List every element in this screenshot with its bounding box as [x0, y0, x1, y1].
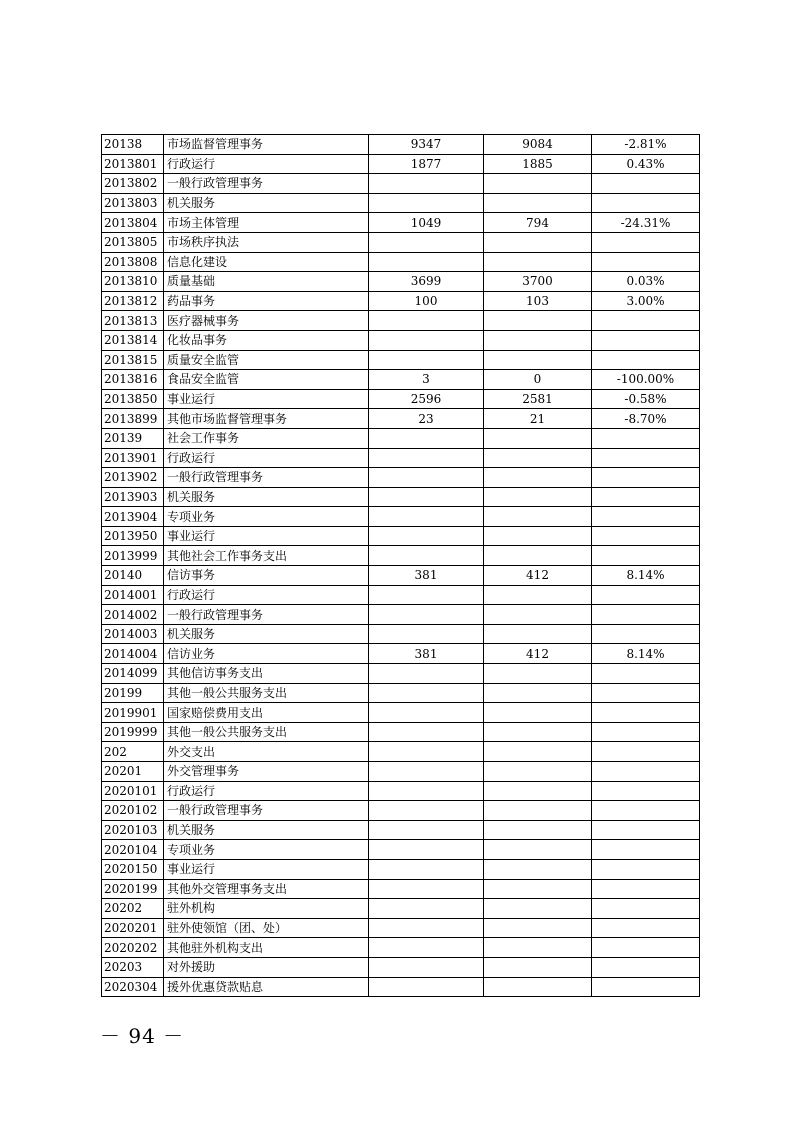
account-name-cell: 社会工作事务 — [164, 428, 369, 448]
account-name-cell: 机关服务 — [164, 820, 369, 840]
account-code-cell: 2014002 — [102, 605, 164, 625]
table-row — [102, 762, 700, 782]
table-row — [102, 546, 700, 566]
account-name-cell: 其他一般公共服务支出 — [164, 722, 369, 742]
account-name-cell: 质量安全监管 — [164, 350, 369, 370]
account-name-cell: 援外优惠贷款贴息 — [164, 977, 369, 997]
amount-current-cell — [484, 174, 592, 194]
account-name-cell: 外交支出 — [164, 742, 369, 762]
amount-previous-cell — [369, 330, 484, 350]
account-code-cell: 2013903 — [102, 487, 164, 507]
amount-previous-cell — [369, 859, 484, 879]
account-code-cell: 20139 — [102, 428, 164, 448]
amount-previous-cell — [369, 448, 484, 468]
amount-previous-cell — [369, 350, 484, 370]
table-row — [102, 389, 700, 409]
table-row — [102, 859, 700, 879]
amount-previous-cell — [369, 801, 484, 821]
change-percent-cell — [592, 546, 700, 566]
table-body — [102, 135, 700, 997]
amount-current-cell — [484, 957, 592, 977]
change-percent-cell: 8.14% — [592, 566, 700, 586]
account-code-cell: 2013802 — [102, 174, 164, 194]
amount-current-cell — [484, 840, 592, 860]
account-code-cell: 2013803 — [102, 193, 164, 213]
amount-previous-cell — [369, 311, 484, 331]
amount-current-cell — [484, 526, 592, 546]
amount-previous-cell — [369, 232, 484, 252]
amount-current-cell — [484, 507, 592, 527]
table-row — [102, 526, 700, 546]
account-name-cell: 行政运行 — [164, 585, 369, 605]
account-name-cell: 其他外交管理事务支出 — [164, 879, 369, 899]
table-row — [102, 448, 700, 468]
amount-previous-cell: 100 — [369, 291, 484, 311]
table-row — [102, 487, 700, 507]
amount-previous-cell — [369, 781, 484, 801]
account-name-cell: 一般行政管理事务 — [164, 468, 369, 488]
amount-current-cell — [484, 977, 592, 997]
amount-current-cell: 9084 — [484, 135, 592, 155]
change-percent-cell — [592, 820, 700, 840]
amount-previous-cell — [369, 957, 484, 977]
account-name-cell: 机关服务 — [164, 624, 369, 644]
change-percent-cell — [592, 879, 700, 899]
change-percent-cell — [592, 801, 700, 821]
account-name-cell: 行政运行 — [164, 781, 369, 801]
amount-current-cell — [484, 722, 592, 742]
amount-previous-cell: 1877 — [369, 154, 484, 174]
table-row — [102, 193, 700, 213]
table-row — [102, 311, 700, 331]
amount-previous-cell — [369, 526, 484, 546]
amount-previous-cell — [369, 487, 484, 507]
change-percent-cell — [592, 252, 700, 272]
change-percent-cell — [592, 487, 700, 507]
table-row — [102, 742, 700, 762]
account-name-cell: 一般行政管理事务 — [164, 174, 369, 194]
account-name-cell: 外交管理事务 — [164, 762, 369, 782]
account-name-cell: 其他一般公共服务支出 — [164, 683, 369, 703]
change-percent-cell — [592, 899, 700, 919]
amount-current-cell — [484, 232, 592, 252]
account-code-cell: 2020304 — [102, 977, 164, 997]
amount-previous-cell — [369, 624, 484, 644]
account-code-cell: 20138 — [102, 135, 164, 155]
change-percent-cell — [592, 703, 700, 723]
account-code-cell: 2019999 — [102, 722, 164, 742]
account-code-cell: 2013904 — [102, 507, 164, 527]
amount-current-cell — [484, 703, 592, 723]
amount-current-cell: 412 — [484, 566, 592, 586]
change-percent-cell — [592, 232, 700, 252]
amount-current-cell — [484, 664, 592, 684]
account-code-cell: 2013950 — [102, 526, 164, 546]
account-code-cell: 2013812 — [102, 291, 164, 311]
table-row — [102, 605, 700, 625]
table-row — [102, 644, 700, 664]
amount-current-cell — [484, 605, 592, 625]
account-code-cell: 2013850 — [102, 389, 164, 409]
account-name-cell: 行政运行 — [164, 448, 369, 468]
account-code-cell: 20202 — [102, 899, 164, 919]
account-name-cell: 行政运行 — [164, 154, 369, 174]
change-percent-cell — [592, 605, 700, 625]
amount-current-cell — [484, 879, 592, 899]
account-name-cell: 药品事务 — [164, 291, 369, 311]
table-row — [102, 232, 700, 252]
change-percent-cell: -8.70% — [592, 409, 700, 429]
table-row — [102, 370, 700, 390]
table-row — [102, 428, 700, 448]
account-code-cell: 2013899 — [102, 409, 164, 429]
table-row — [102, 938, 700, 958]
amount-current-cell: 1885 — [484, 154, 592, 174]
account-code-cell: 202 — [102, 742, 164, 762]
account-name-cell: 一般行政管理事务 — [164, 605, 369, 625]
amount-current-cell — [484, 487, 592, 507]
amount-previous-cell — [369, 722, 484, 742]
account-code-cell: 2020150 — [102, 859, 164, 879]
page-number: － 94 － — [100, 1024, 185, 1048]
amount-previous-cell: 1049 — [369, 213, 484, 233]
amount-previous-cell — [369, 605, 484, 625]
account-code-cell: 2020201 — [102, 918, 164, 938]
change-percent-cell — [592, 468, 700, 488]
table-row — [102, 252, 700, 272]
amount-previous-cell — [369, 546, 484, 566]
amount-previous-cell — [369, 664, 484, 684]
amount-previous-cell — [369, 507, 484, 527]
account-name-cell: 市场秩序执法 — [164, 232, 369, 252]
change-percent-cell: 0.43% — [592, 154, 700, 174]
account-code-cell: 2014001 — [102, 585, 164, 605]
account-name-cell: 其他社会工作事务支出 — [164, 546, 369, 566]
amount-current-cell — [484, 683, 592, 703]
amount-previous-cell — [369, 703, 484, 723]
amount-current-cell: 103 — [484, 291, 592, 311]
amount-current-cell: 21 — [484, 409, 592, 429]
amount-previous-cell — [369, 938, 484, 958]
table-row — [102, 468, 700, 488]
amount-current-cell — [484, 330, 592, 350]
change-percent-cell — [592, 938, 700, 958]
account-code-cell: 2013902 — [102, 468, 164, 488]
amount-current-cell: 412 — [484, 644, 592, 664]
amount-current-cell — [484, 918, 592, 938]
table-row — [102, 585, 700, 605]
change-percent-cell — [592, 526, 700, 546]
change-percent-cell — [592, 350, 700, 370]
account-name-cell: 机关服务 — [164, 193, 369, 213]
amount-current-cell — [484, 762, 592, 782]
account-name-cell: 食品安全监管 — [164, 370, 369, 390]
change-percent-cell: 0.03% — [592, 272, 700, 292]
change-percent-cell — [592, 174, 700, 194]
amount-current-cell — [484, 742, 592, 762]
amount-previous-cell: 3 — [369, 370, 484, 390]
change-percent-cell: 8.14% — [592, 644, 700, 664]
change-percent-cell — [592, 762, 700, 782]
account-name-cell: 机关服务 — [164, 487, 369, 507]
change-percent-cell: -2.81% — [592, 135, 700, 155]
amount-previous-cell — [369, 585, 484, 605]
amount-previous-cell — [369, 174, 484, 194]
change-percent-cell — [592, 840, 700, 860]
amount-previous-cell: 23 — [369, 409, 484, 429]
table-row — [102, 330, 700, 350]
amount-current-cell — [484, 428, 592, 448]
amount-current-cell — [484, 448, 592, 468]
account-name-cell: 化妆品事务 — [164, 330, 369, 350]
account-name-cell: 其他信访事务支出 — [164, 664, 369, 684]
amount-previous-cell: 381 — [369, 644, 484, 664]
account-name-cell: 信访事务 — [164, 566, 369, 586]
table-row — [102, 977, 700, 997]
table-row — [102, 722, 700, 742]
account-name-cell: 驻外机构 — [164, 899, 369, 919]
table-row — [102, 135, 700, 155]
amount-previous-cell — [369, 820, 484, 840]
account-code-cell: 2013808 — [102, 252, 164, 272]
account-name-cell: 对外援助 — [164, 957, 369, 977]
amount-current-cell — [484, 801, 592, 821]
account-code-cell: 20140 — [102, 566, 164, 586]
account-code-cell: 2013810 — [102, 272, 164, 292]
account-code-cell: 2013813 — [102, 311, 164, 331]
table-row — [102, 703, 700, 723]
change-percent-cell — [592, 977, 700, 997]
amount-current-cell — [484, 899, 592, 919]
amount-current-cell — [484, 781, 592, 801]
change-percent-cell — [592, 742, 700, 762]
amount-current-cell — [484, 938, 592, 958]
change-percent-cell — [592, 918, 700, 938]
account-name-cell: 驻外使领馆（团、处） — [164, 918, 369, 938]
amount-previous-cell — [369, 899, 484, 919]
amount-previous-cell — [369, 428, 484, 448]
account-name-cell: 信访业务 — [164, 644, 369, 664]
table-row — [102, 566, 700, 586]
table-row — [102, 820, 700, 840]
account-code-cell: 2020202 — [102, 938, 164, 958]
table-row — [102, 291, 700, 311]
account-code-cell: 2014004 — [102, 644, 164, 664]
amount-current-cell: 794 — [484, 213, 592, 233]
change-percent-cell — [592, 193, 700, 213]
account-code-cell: 2013814 — [102, 330, 164, 350]
change-percent-cell — [592, 507, 700, 527]
table-row — [102, 154, 700, 174]
account-name-cell: 事业运行 — [164, 859, 369, 879]
amount-current-cell — [484, 585, 592, 605]
budget-table — [101, 134, 700, 997]
account-code-cell: 2013804 — [102, 213, 164, 233]
change-percent-cell — [592, 428, 700, 448]
change-percent-cell — [592, 957, 700, 977]
table-row — [102, 801, 700, 821]
amount-previous-cell — [369, 683, 484, 703]
account-name-cell: 专项业务 — [164, 507, 369, 527]
amount-previous-cell — [369, 468, 484, 488]
change-percent-cell — [592, 683, 700, 703]
amount-current-cell — [484, 624, 592, 644]
table-row — [102, 624, 700, 644]
amount-current-cell — [484, 859, 592, 879]
account-code-cell: 2013999 — [102, 546, 164, 566]
account-code-cell: 2013816 — [102, 370, 164, 390]
table-row — [102, 507, 700, 527]
table-row — [102, 213, 700, 233]
change-percent-cell — [592, 781, 700, 801]
table-row — [102, 272, 700, 292]
change-percent-cell — [592, 311, 700, 331]
account-code-cell: 2020103 — [102, 820, 164, 840]
amount-previous-cell — [369, 193, 484, 213]
account-name-cell: 质量基础 — [164, 272, 369, 292]
account-name-cell: 专项业务 — [164, 840, 369, 860]
amount-current-cell — [484, 311, 592, 331]
amount-current-cell: 3700 — [484, 272, 592, 292]
account-name-cell: 其他驻外机构支出 — [164, 938, 369, 958]
table-row — [102, 409, 700, 429]
change-percent-cell — [592, 624, 700, 644]
amount-previous-cell: 3699 — [369, 272, 484, 292]
change-percent-cell — [592, 859, 700, 879]
account-name-cell: 事业运行 — [164, 526, 369, 546]
account-name-cell: 国家赔偿费用支出 — [164, 703, 369, 723]
amount-current-cell — [484, 350, 592, 370]
account-code-cell: 20201 — [102, 762, 164, 782]
amount-previous-cell — [369, 879, 484, 899]
account-code-cell: 2020199 — [102, 879, 164, 899]
amount-current-cell: 2581 — [484, 389, 592, 409]
account-name-cell: 医疗器械事务 — [164, 311, 369, 331]
table-row — [102, 957, 700, 977]
account-name-cell: 其他市场监督管理事务 — [164, 409, 369, 429]
change-percent-cell — [592, 664, 700, 684]
account-code-cell: 20199 — [102, 683, 164, 703]
amount-previous-cell — [369, 977, 484, 997]
table-row — [102, 350, 700, 370]
change-percent-cell — [592, 448, 700, 468]
change-percent-cell: 3.00% — [592, 291, 700, 311]
amount-current-cell — [484, 468, 592, 488]
change-percent-cell — [592, 722, 700, 742]
account-name-cell: 事业运行 — [164, 389, 369, 409]
change-percent-cell — [592, 330, 700, 350]
account-name-cell: 市场监督管理事务 — [164, 135, 369, 155]
account-name-cell: 一般行政管理事务 — [164, 801, 369, 821]
table-row — [102, 174, 700, 194]
account-code-cell: 2020104 — [102, 840, 164, 860]
table-row — [102, 899, 700, 919]
table-row — [102, 840, 700, 860]
table-row — [102, 781, 700, 801]
account-code-cell: 2020102 — [102, 801, 164, 821]
account-code-cell: 20203 — [102, 957, 164, 977]
amount-previous-cell — [369, 252, 484, 272]
amount-current-cell — [484, 252, 592, 272]
amount-previous-cell — [369, 840, 484, 860]
change-percent-cell: -100.00% — [592, 370, 700, 390]
amount-current-cell: 0 — [484, 370, 592, 390]
amount-previous-cell — [369, 762, 484, 782]
amount-previous-cell: 2596 — [369, 389, 484, 409]
table-row — [102, 664, 700, 684]
account-code-cell: 2013815 — [102, 350, 164, 370]
account-code-cell: 2014003 — [102, 624, 164, 644]
amount-previous-cell: 381 — [369, 566, 484, 586]
account-code-cell: 2014099 — [102, 664, 164, 684]
change-percent-cell: -0.58% — [592, 389, 700, 409]
account-code-cell: 2019901 — [102, 703, 164, 723]
amount-previous-cell — [369, 918, 484, 938]
table-row — [102, 683, 700, 703]
amount-current-cell — [484, 193, 592, 213]
table-row — [102, 879, 700, 899]
account-code-cell: 2013801 — [102, 154, 164, 174]
account-code-cell: 2020101 — [102, 781, 164, 801]
amount-current-cell — [484, 820, 592, 840]
account-name-cell: 市场主体管理 — [164, 213, 369, 233]
account-code-cell: 2013901 — [102, 448, 164, 468]
account-name-cell: 信息化建设 — [164, 252, 369, 272]
account-code-cell: 2013805 — [102, 232, 164, 252]
change-percent-cell: -24.31% — [592, 213, 700, 233]
amount-previous-cell: 9347 — [369, 135, 484, 155]
amount-current-cell — [484, 546, 592, 566]
table-row — [102, 918, 700, 938]
change-percent-cell — [592, 585, 700, 605]
amount-previous-cell — [369, 742, 484, 762]
